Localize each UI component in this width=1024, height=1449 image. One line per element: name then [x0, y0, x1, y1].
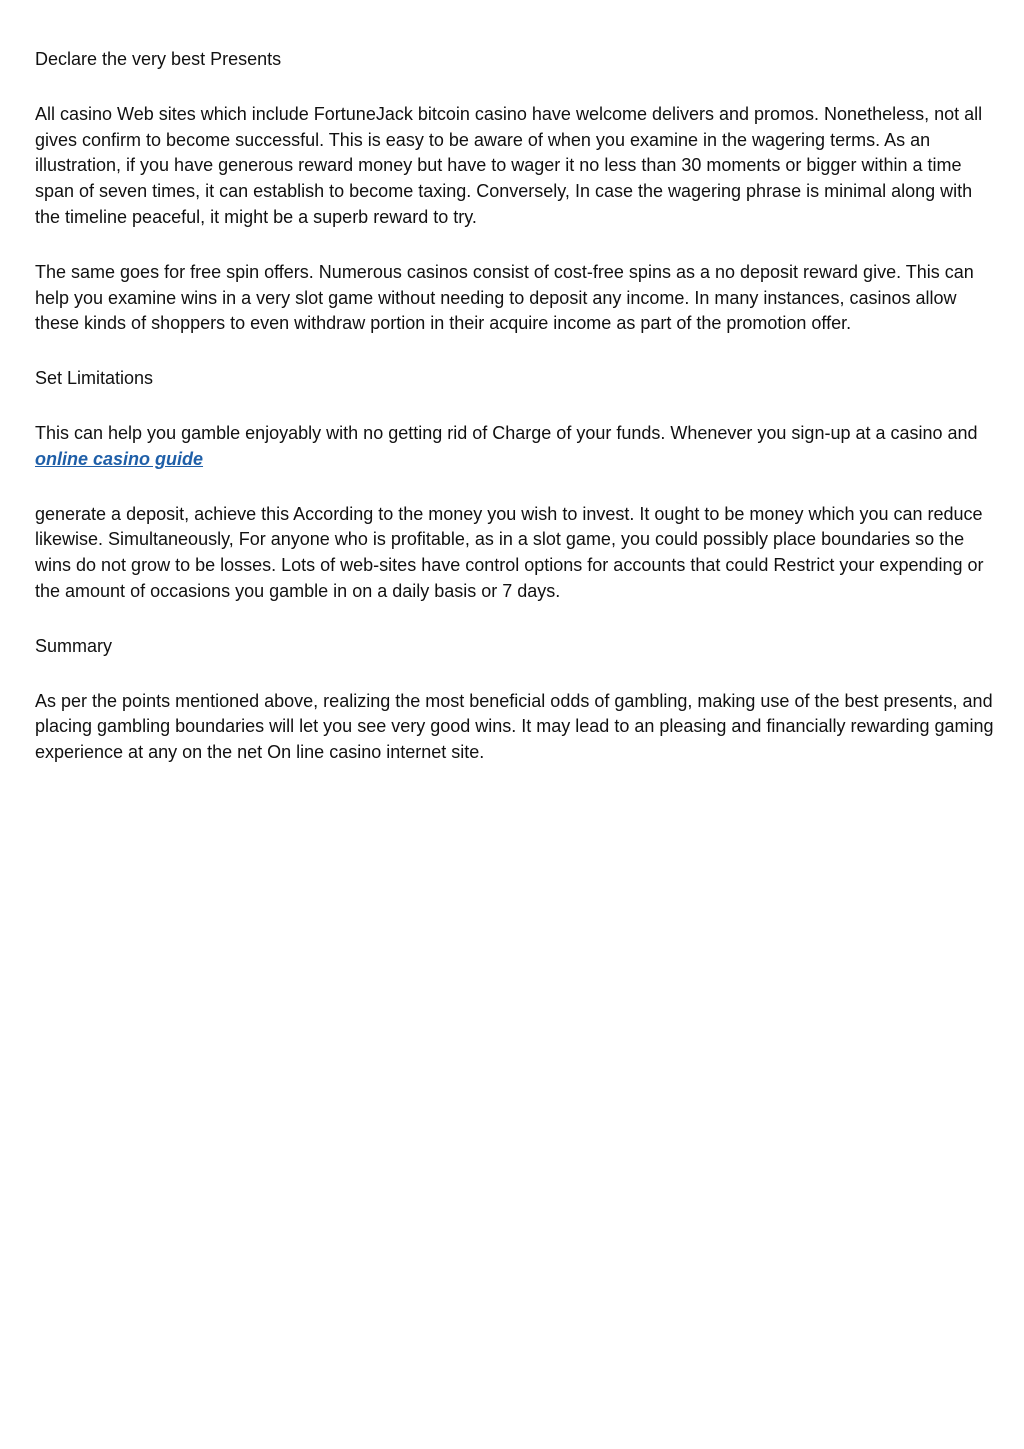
heading-best-presents: Declare the very best Presents — [35, 49, 282, 69]
paragraph-summary: As per the points mentioned above, realizing the most beneficial odds of gambling, making use of the best presents, and placing gambling boundaries will let you see very good wins. It may lead to an pleasing and financially rewarding gaming experience at any on the net On line casino internet site. — [35, 690, 994, 763]
heading-set-limitations: Set Limitations — [35, 368, 154, 389]
paragraph-gamble-enjoyably — [35, 421, 995, 473]
online-casino-guide-link[interactable]: online casino guide — [35, 448, 204, 469]
document-body — [35, 47, 995, 795]
heading-summary: Summary — [35, 635, 113, 656]
paragraph-welcome-offers: All casino Web sites which include FortuneJack bitcoin casino have welcome delivers and promos. Nonetheless, not all gives confirm to become successful. This is easy to be aware of when you examine in the wagering terms. As an illustration, if you have generous reward money but have to wager it no less than 30 moments or bigger within a time span of seven times, it can establish to become taxing. Conversely, In case the wagering phrase is minimal along with the timeline peaceful, it might be a superb reward to try. — [35, 103, 983, 227]
paragraph-free-spins: The same goes for free spin offers. Numerous casinos consist of cost-free spins as a no deposit reward give. This can help you examine wins in a very slot game without needing to deposit any income. In many instances, casinos allow these kinds of shoppers to even withdraw portion in their acquire income as part of the promotion offer. — [35, 261, 974, 334]
paragraph-deposit: generate a deposit, achieve this According to the money you wish to invest. It ought to be money which you can reduce likewise. Simultaneously, For anyone who is profitable, as in a slot game, you could possibly place boundaries so the wins do not grow to be losses. Lots of web-sites have control options for accounts that could Restrict your expending or the amount of occasions you gamble in on a daily basis or 7 days. — [35, 503, 984, 601]
paragraph-gamble-enjoyably-text: This can help you gamble enjoyably with no getting rid of Charge of your funds. Whenever you sign-up at a casino and — [35, 422, 978, 443]
